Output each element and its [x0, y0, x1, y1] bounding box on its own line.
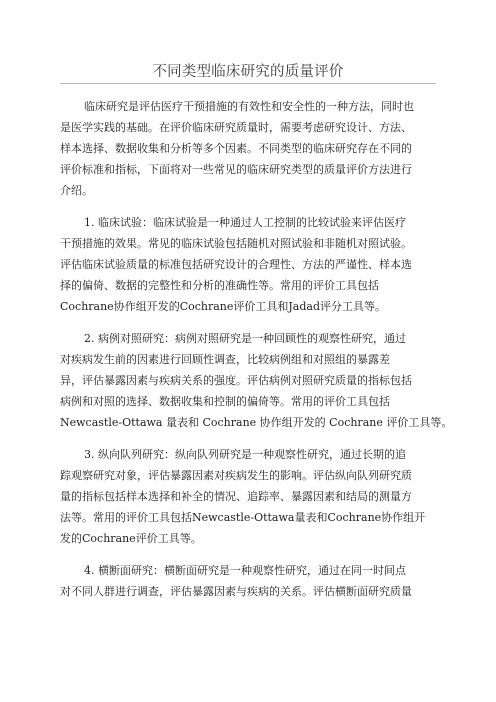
- text-line: 临床研究是评估医疗干预措施的有效性和安全性的一种方法，同时也: [84, 100, 414, 113]
- text-line: 异，评估暴露因素与疾病关系的强度。评估病例对照研究质量的指标包括: [60, 374, 412, 387]
- text-line: 评估临床试验质量的标准包括研究设计的合理性、方法的严谨性、样本选: [60, 258, 412, 271]
- text-line: 踪观察研究对象，评估暴露因素对疾病发生的影响。评估纵向队列研究质: [60, 469, 412, 482]
- text-line: Cochrane协作组开发的Cochrane评价工具和Jadad评分工具等。: [60, 300, 386, 313]
- document-title: 不同类型临床研究的质量评价: [152, 64, 344, 80]
- text-line: 1. 临床试验：临床试验是一种通过人工控制的比较试验来评估医疗: [84, 216, 406, 229]
- text-line: Newcastle-Ottawa 量表和 Cochrane 协作组开发的 Cochrane 评价工具等。: [60, 416, 453, 429]
- text-line: 对疾病发生前的因素进行回顾性调查，比较病例组和对照组的暴露差: [60, 353, 390, 366]
- text-line: 2. 病例对照研究：病例对照研究是一种回顾性的观察性研究，通过: [84, 332, 406, 345]
- title-underline: [60, 83, 436, 84]
- text-line: 介绍。: [60, 184, 93, 197]
- text-line: 评价标准和指标，下面将对一些常见的临床研究类型的质量评价方法进行: [60, 163, 412, 176]
- text-line: 样本选择、数据收集和分析等多个因素。不同类型的临床研究存在不同的: [60, 142, 412, 155]
- text-line: 4. 横断面研究：横断面研究是一种观察性研究，通过在同一时间点: [84, 564, 406, 577]
- text-line: 择的偏倚、数据的完整性和分析的准确性等。常用的评价工具包括: [60, 279, 379, 292]
- text-line: 对不同人群进行调查，评估暴露因素与疾病的关系。评估横断面研究质量: [60, 585, 412, 598]
- text-line: 病例和对照的选择、数据收集和控制的偏倚等。常用的评价工具包括: [60, 395, 390, 408]
- text-line: 3. 纵向队列研究：纵向队列研究是一种观察性研究，通过长期的追: [84, 448, 406, 461]
- text-line: 法等。常用的评价工具包括Newcastle-Ottawa量表和Cochrane协作组开: [60, 511, 426, 524]
- text-line: 发的Cochrane评价工具等。: [60, 532, 202, 545]
- text-line: 干预措施的效果。常见的临床试验包括随机对照试验和非随机对照试验。: [60, 237, 412, 250]
- text-line: 量的指标包括样本选择和补全的情况、追踪率、暴露因素和结局的测量方: [60, 490, 412, 503]
- text-line: 是医学实践的基础。在评价临床研究质量时，需要考虑研究设计、方法、: [60, 121, 412, 134]
